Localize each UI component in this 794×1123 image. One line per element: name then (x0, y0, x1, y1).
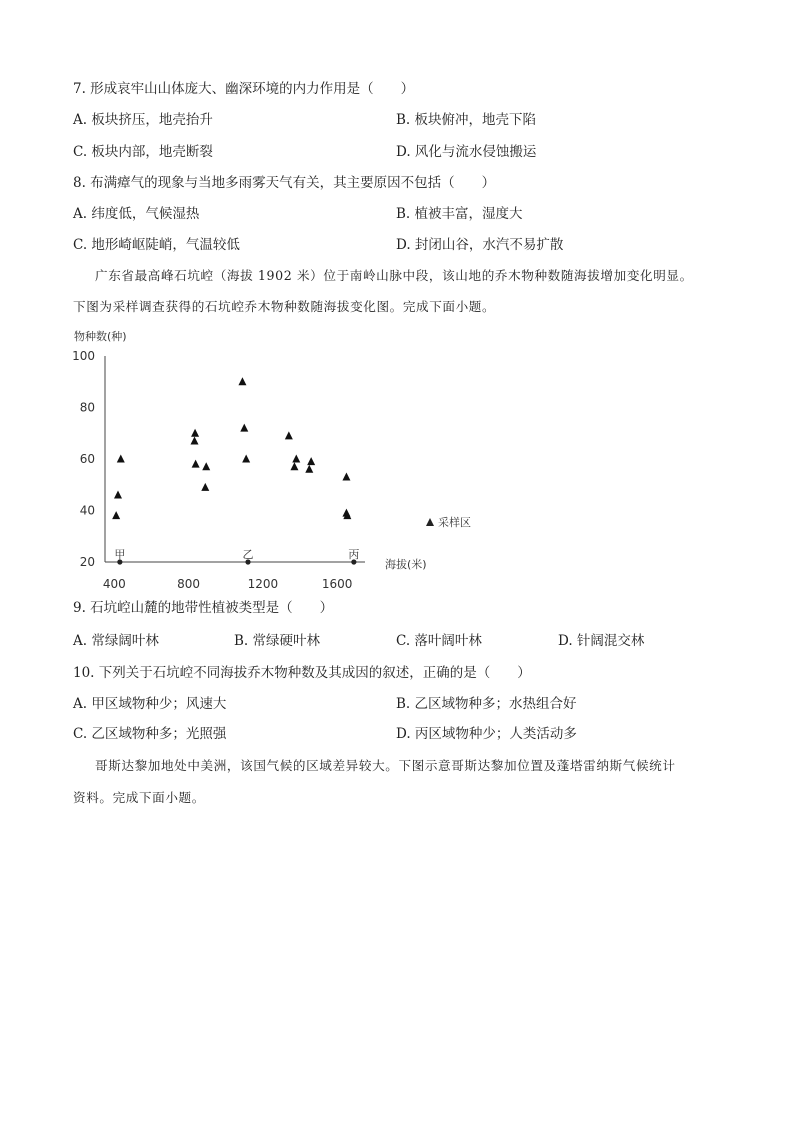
intro2-paragraph-line-2: 资料。完成下面小题。 (73, 790, 205, 805)
sample-point (114, 491, 122, 499)
sample-point (307, 457, 315, 465)
zone-marker-label: 丙 (348, 548, 360, 561)
sample-point (305, 465, 313, 473)
sample-point (202, 462, 210, 470)
sample-point (240, 424, 248, 432)
q9-option-d: D. 针阔混交林 (558, 633, 645, 649)
y-tick-label: 80 (79, 400, 95, 415)
q9-option-b: B. 常绿硬叶林 (234, 633, 321, 649)
sample-point (201, 483, 209, 491)
y-tick-label: 20 (79, 555, 95, 569)
sample-point (192, 460, 200, 468)
sample-point (285, 431, 293, 439)
sample-point (242, 455, 250, 463)
x-axis-label: 海拔(米) (385, 558, 427, 571)
q10-option-b: B. 乙区域物种多；水热组合好 (396, 696, 577, 712)
q8-option-c: C. 地形崎岖陡峭，气温较低 (73, 237, 240, 253)
legend (426, 515, 471, 529)
q7-option-a: A. 板块挤压，地壳抬升 (73, 112, 213, 128)
q10-option-c: C. 乙区域物种多；光照强 (73, 726, 227, 742)
x-tick-label: 400 (102, 577, 126, 591)
sample-point (238, 377, 246, 385)
sample-point (117, 455, 125, 463)
q9-option-a: A. 常绿阔叶林 (73, 633, 159, 649)
x-tick-label: 1600 (321, 577, 353, 591)
legend-triangle-icon (426, 518, 434, 526)
sample-point (292, 455, 300, 463)
q10-option-d: D. 丙区域物种少；人类活动多 (396, 726, 577, 742)
q7-option-d: D. 风化与流水侵蚀搬运 (396, 144, 537, 160)
sample-point (191, 436, 199, 444)
x-tick-label: 1200 (247, 577, 279, 591)
sample-point (112, 511, 120, 519)
q8-option-b: B. 植被丰富，湿度大 (396, 206, 523, 222)
sample-point (342, 473, 350, 481)
species-altitude-chart (60, 322, 500, 592)
q8-option-a: A. 纬度低，气候湿热 (73, 206, 200, 222)
question-8-stem: 8. 布满瘴气的现象与当地多雨雾天气有关，其主要原因不包括（ ） (73, 175, 496, 191)
question-7-stem: 7. 形成哀牢山山体庞大、幽深环境的内力作用是（ ） (73, 81, 415, 97)
q7-option-b: B. 板块俯冲，地壳下陷 (396, 112, 537, 128)
q7-option-c: C. 板块内部，地壳断裂 (73, 144, 213, 160)
legend-label: 采样区 (438, 516, 471, 529)
y-tick-label: 40 (79, 503, 95, 518)
zone-marker-label: 甲 (114, 548, 126, 561)
intro-paragraph-line-1: 广东省最高峰石坑崆（海拔 1902 米）位于南岭山脉中段，该山地的乔木物种数随海拔增加变化明显。 (95, 268, 693, 283)
question-9-stem: 9. 石坑崆山麓的地带性植被类型是（ ） (73, 600, 334, 616)
y-tick-label: 100 (72, 349, 95, 363)
intro2-paragraph-line-1: 哥斯达黎加地处中美洲，该国气候的区域差异较大。下图示意哥斯达黎加位置及蓬塔雷纳斯气候统计 (95, 758, 676, 773)
question-10-stem: 10. 下列关于石坑崆不同海拔乔木物种数及其成因的叙述，正确的是（ ） (73, 665, 531, 681)
q8-option-d: D. 封闭山谷，水汽不易扩散 (396, 237, 564, 253)
sample-point (290, 462, 298, 470)
q10-option-a: A. 甲区域物种少；风速大 (73, 696, 227, 712)
intro-paragraph-line-2: 下图为采样调查获得的石坑崆乔木物种数随海拔变化图。完成下面小题。 (73, 299, 496, 314)
q9-option-c: C. 落叶阔叶林 (396, 633, 482, 649)
zone-marker-label: 乙 (242, 548, 254, 561)
x-tick-label: 800 (177, 577, 201, 591)
sample-point (191, 429, 199, 437)
y-axis-label: 物种数(种) (74, 330, 127, 343)
y-tick-label: 60 (79, 452, 95, 466)
